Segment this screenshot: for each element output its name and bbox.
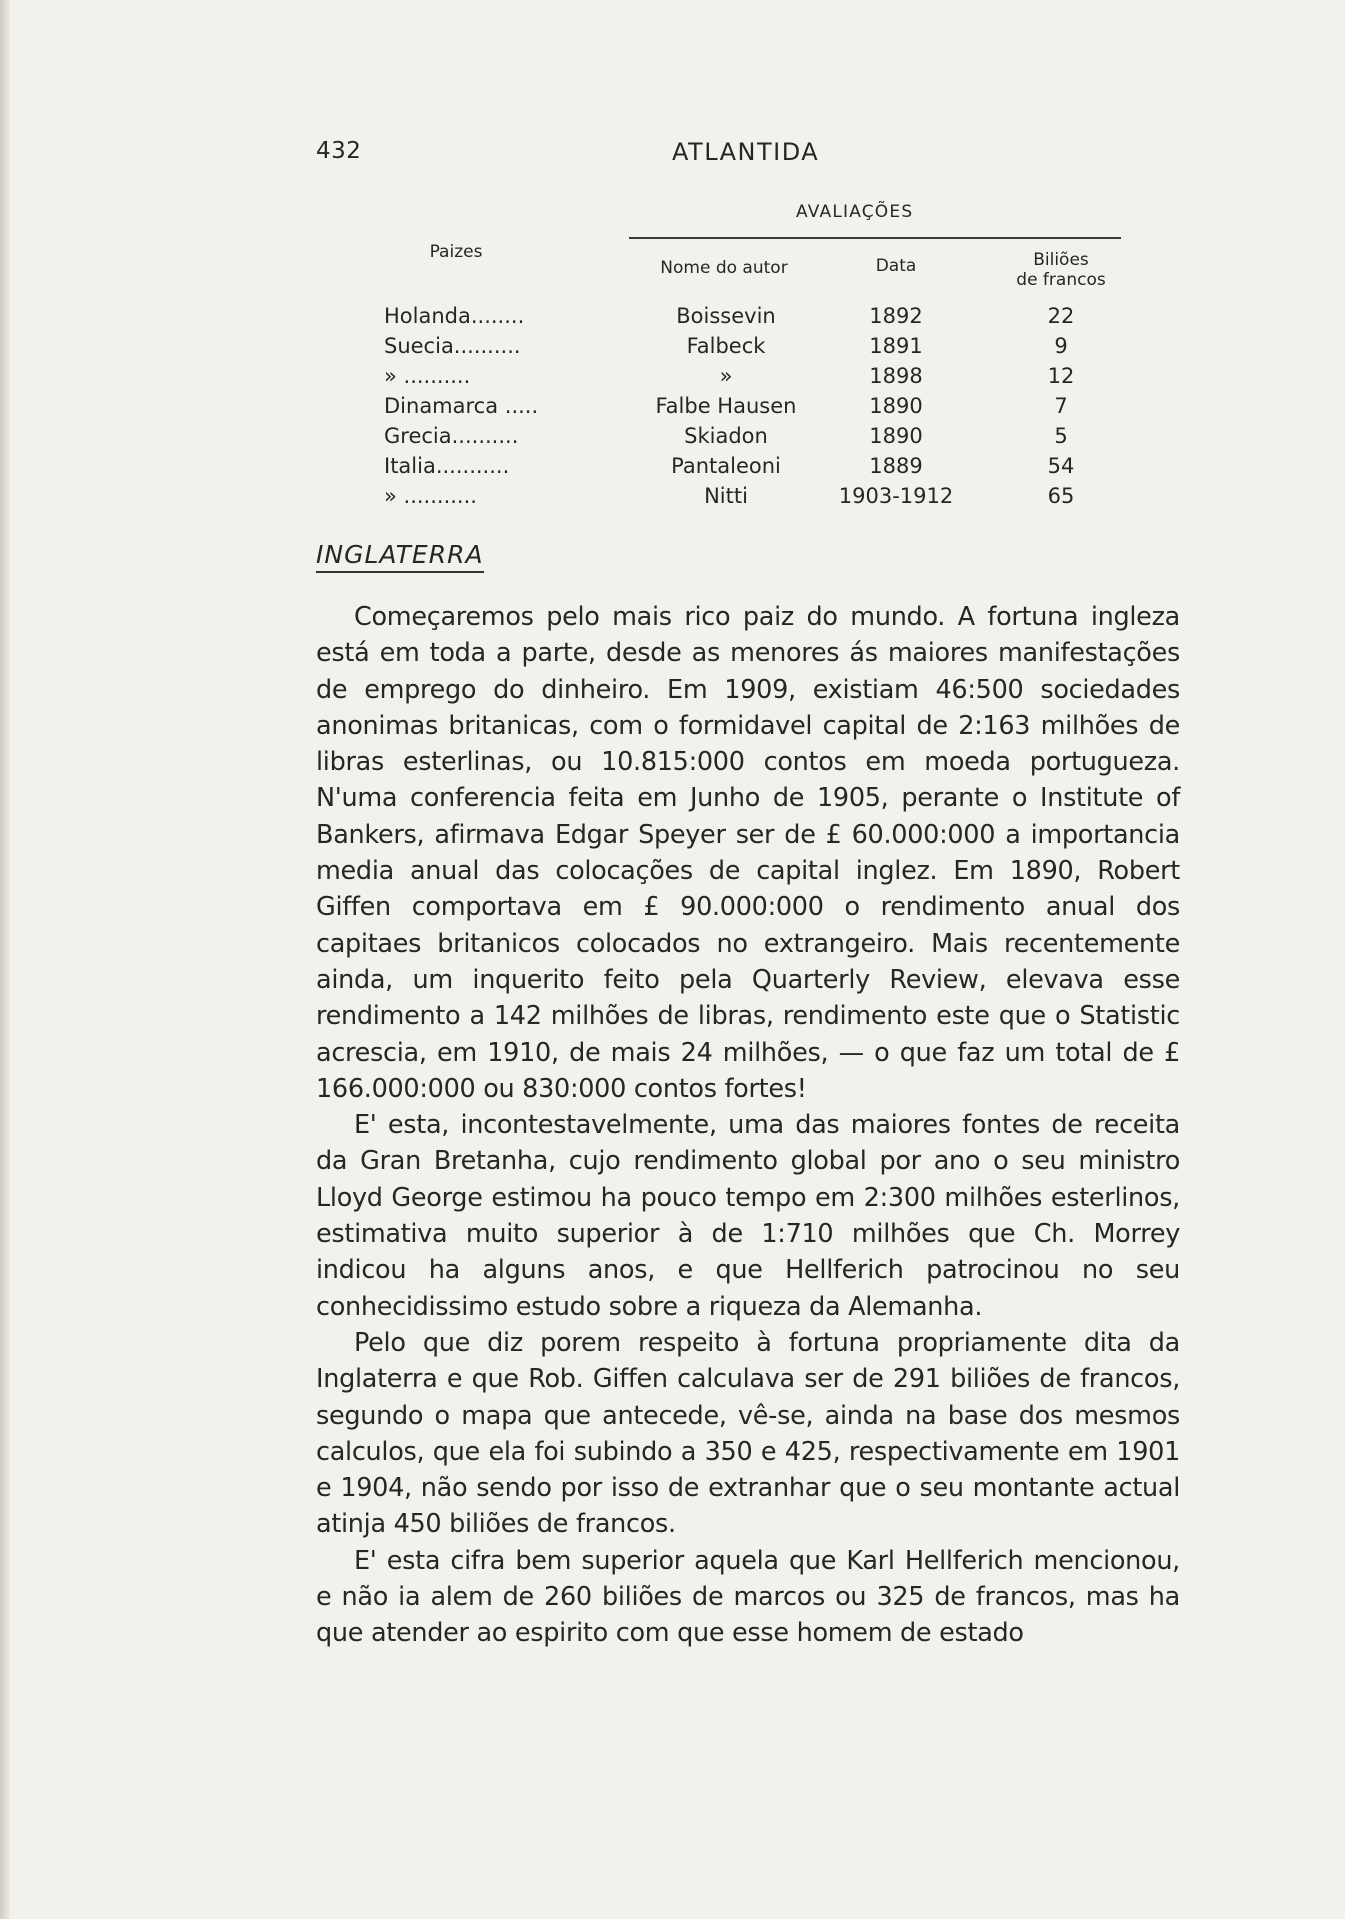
cell-autor: Falbe Hausen	[655, 394, 797, 418]
column-header-autor: Nome do autor	[660, 258, 788, 278]
paragraph: Começaremos pelo mais rico paiz do mundo. A fortuna ingleza está em toda a parte, desde as menores ás maiores manifestações de emprego do dinheiro. Em 1909, existiam 46:500 sociedades anonimas britanicas, com o formidavel capital de 2:163 milhões de libras esterlinas, ou 10.815:000 contos em moeda portugueza. N'uma conferencia feita em Junho de 1905, perante o Institute of Bankers, afirmava Edgar Speyer ser de £ 60.000:000 a importancia media anual das colocações de capital inglez. Em 1890, Robert Giffen comportava em £ 90.000:000 o rendimento anual dos capitaes britanicos colocados no extrangeiro. Mais recentemente ainda, um inquerito feito pela Quarterly Review, elevava esse rendimento a 142 milhões de libras, rendimento este que o Statistic acrescia, em 1910, de mais 24 milhões, — o que faz um total de £ 166.000:000 ou 830:000 contos fortes!	[316, 602, 1180, 1104]
cell-data: 1892	[869, 304, 923, 328]
cell-valor: 12	[1047, 364, 1075, 388]
table-row	[316, 334, 1176, 364]
body-text	[316, 599, 1180, 1652]
cell-pais: Suecia..........	[384, 334, 521, 358]
table-row	[316, 424, 1176, 454]
cell-autor: Nitti	[704, 484, 748, 508]
table-row	[316, 394, 1176, 424]
cell-data: 1889	[869, 454, 923, 478]
cell-valor: 5	[1054, 424, 1068, 448]
cell-autor: Boissevin	[676, 304, 776, 328]
cell-pais: » ...........	[384, 484, 477, 508]
table-row	[316, 454, 1176, 484]
table-row	[316, 304, 1176, 334]
running-title: ATLANTIDA	[672, 138, 820, 166]
cell-data: 1891	[869, 334, 923, 358]
valuations-table	[316, 200, 1176, 520]
cell-autor: Pantaleoni	[671, 454, 781, 478]
page-header	[316, 138, 1176, 168]
cell-autor: Skiadon	[684, 424, 768, 448]
table-group-rule	[629, 237, 1121, 239]
table-row	[316, 364, 1176, 394]
cell-valor: 7	[1054, 394, 1068, 418]
cell-pais: Dinamarca .....	[384, 394, 539, 418]
cell-data: 1890	[869, 394, 923, 418]
column-header-bilioes-line2: de francos	[1016, 270, 1106, 290]
section-title: INGLATERRA	[316, 540, 484, 573]
cell-valor: 54	[1047, 454, 1075, 478]
cell-pais: Grecia..........	[384, 424, 519, 448]
cell-autor: »	[719, 364, 733, 388]
paragraph: E' esta, incontestavelmente, uma das maiores fontes de receita da Gran Bretanha, cujo rendimento global por ano o seu ministro Lloyd George estimou ha pouco tempo em 2:300 milhões esterlinos, estimativa muito superior à de 1:710 milhões que Ch. Morrey indicou ha alguns anos, e que Hellferich patrocinou no seu conhecidissimo estudo sobre a riqueza da Alemanha.	[316, 1110, 1180, 1322]
page-number: 432	[316, 138, 362, 164]
column-header-bilioes-line1: Biliões	[1033, 250, 1089, 270]
paragraph: E' esta cifra bem superior aquela que Karl Hellferich mencionou, e não ia alem de 260 biliões de marcos ou 325 de francos, mas ha que atender ao espirito com que esse homem de estado	[316, 1545, 1180, 1649]
column-header-paizes: Paizes	[429, 242, 483, 262]
cell-data: 1898	[869, 364, 923, 388]
cell-data: 1890	[869, 424, 923, 448]
cell-valor: 22	[1047, 304, 1075, 328]
paragraph: Pelo que diz porem respeito à fortuna propriamente dita da Inglaterra e que Rob. Giffen calculava ser de 291 biliões de francos, segundo o mapa que antecede, vê-se, ainda na base dos mesmos calculos, que ela foi subindo a 350 e 425, respectivamente em 1901 e 1904, não sendo por isso de extranhar que o seu montante actual atinja 450 biliões de francos.	[316, 1327, 1180, 1540]
column-header-data: Data	[875, 256, 917, 276]
table-group-label: AVALIAÇÕES	[796, 202, 914, 222]
cell-pais: Holanda........	[384, 304, 525, 328]
cell-valor: 65	[1047, 484, 1075, 508]
column-header-bilioes	[996, 250, 1126, 290]
table-row	[316, 484, 1176, 514]
cell-autor: Falbeck	[686, 334, 766, 358]
cell-data: 1903-1912	[838, 484, 954, 508]
page-edge-shadow	[0, 0, 10, 1919]
cell-pais: » ..........	[384, 364, 471, 388]
cell-valor: 9	[1054, 334, 1068, 358]
cell-pais: Italia...........	[384, 454, 510, 478]
